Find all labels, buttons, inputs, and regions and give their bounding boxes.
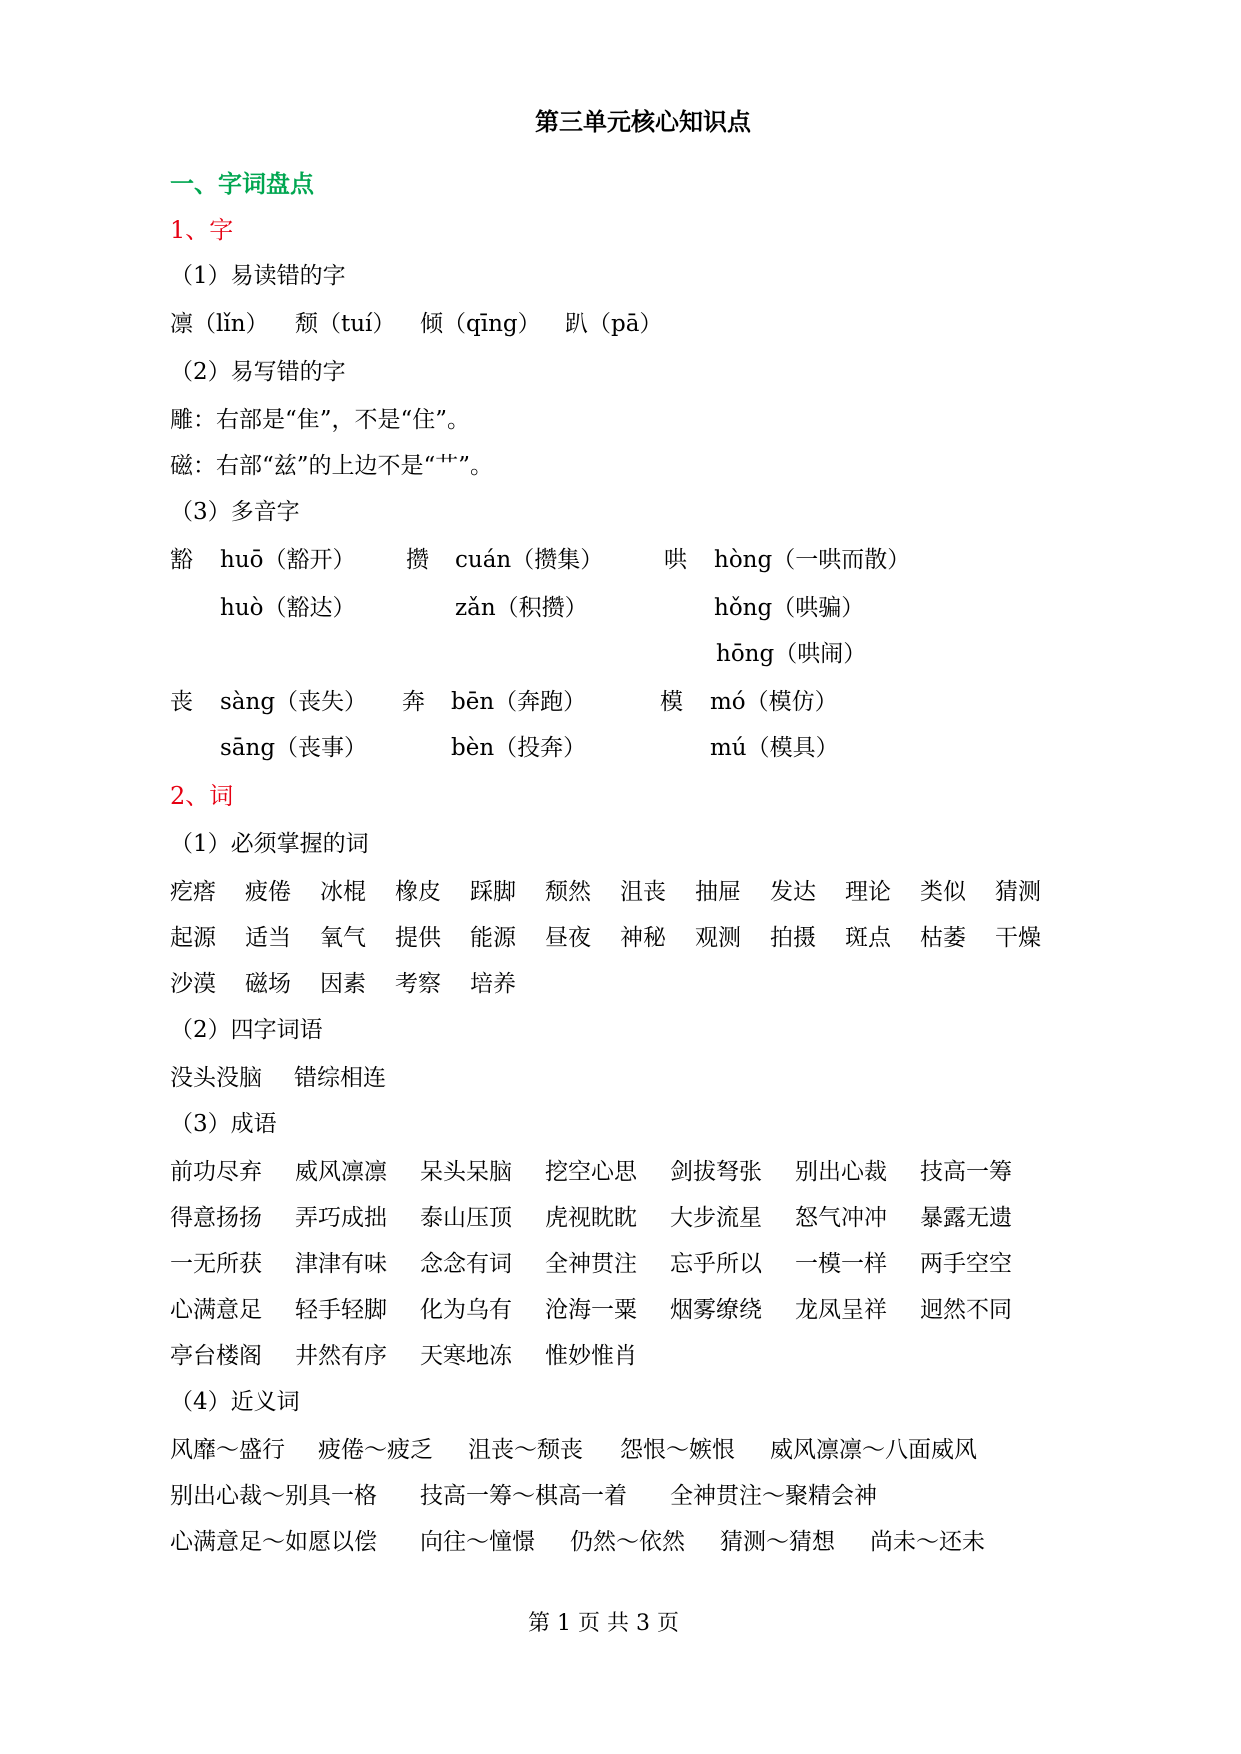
list-item: mú（模具） <box>710 735 839 761</box>
list-item: 豁 <box>170 547 193 573</box>
list-item: huō（豁开） <box>220 547 356 573</box>
list-item: 观测 <box>695 925 741 951</box>
list-item: 攒 <box>406 547 429 573</box>
list-item: 适当 <box>245 925 291 951</box>
list-item: 化为乌有 <box>420 1297 512 1323</box>
list-item: 剑拔弩张 <box>670 1159 762 1185</box>
list-item: 类似 <box>920 879 966 905</box>
list-item: 轻手轻脚 <box>295 1297 387 1323</box>
list-item: 暴露无遗 <box>920 1205 1012 1231</box>
list-item: 怒气冲冲 <box>795 1205 887 1231</box>
list-item: 风靡～盛行 <box>170 1437 285 1463</box>
list-item: 因素 <box>320 971 366 997</box>
list-item: 迥然不同 <box>920 1297 1012 1323</box>
list-item: 发达 <box>770 879 816 905</box>
yidu-label: （1）易读错的字 <box>170 263 346 289</box>
list-item: 惟妙惟肖 <box>545 1343 637 1369</box>
list-item: 猜测～猜想 <box>720 1529 835 1555</box>
list-item: 磁：右部“兹”的上边不是“艹”。 <box>170 453 494 479</box>
list-item: 亭台楼阁 <box>170 1343 262 1369</box>
list-item: 弄巧成拙 <box>295 1205 387 1231</box>
sizi-label: （2）四字词语 <box>170 1017 323 1043</box>
list-item: 猜测 <box>995 879 1041 905</box>
list-item: 得意扬扬 <box>170 1205 262 1231</box>
list-item: 呆头呆脑 <box>420 1159 512 1185</box>
list-item: 泰山压顶 <box>420 1205 512 1231</box>
list-item: 哄 <box>664 547 687 573</box>
list-item: 冰棍 <box>320 879 366 905</box>
list-item: 理论 <box>845 879 891 905</box>
list-item: 疲倦 <box>245 879 291 905</box>
list-item: 沮丧～颓丧 <box>468 1437 583 1463</box>
list-item: 没头没脑 <box>170 1065 262 1091</box>
list-item: 昼夜 <box>545 925 591 951</box>
list-item: 提供 <box>395 925 441 951</box>
list-item: 氧气 <box>320 925 366 951</box>
list-item: hōng（哄闹） <box>716 641 867 667</box>
page-title: 第三单元核心知识点 <box>535 107 751 136</box>
list-item: 斑点 <box>845 925 891 951</box>
list-item: 尚未～还未 <box>870 1529 985 1555</box>
list-item: 别出心裁 <box>795 1159 887 1185</box>
list-item: 干燥 <box>995 925 1041 951</box>
list-item: 全神贯注～聚精会神 <box>670 1483 877 1509</box>
list-item: 向往～憧憬 <box>420 1529 535 1555</box>
list-item: 别出心裁～别具一格 <box>170 1483 377 1509</box>
list-item: 挖空心思 <box>545 1159 637 1185</box>
list-item: 能源 <box>470 925 516 951</box>
bixu-label: （1）必须掌握的词 <box>170 831 369 857</box>
list-item: 一无所获 <box>170 1251 262 1277</box>
list-item: 心满意足～如愿以偿 <box>170 1529 377 1555</box>
list-item: 忘乎所以 <box>670 1251 762 1277</box>
list-item: 神秘 <box>620 925 666 951</box>
subheading-zi: 1、字 <box>170 216 234 244</box>
page-footer: 第 1 页 共 3 页 <box>528 1611 679 1636</box>
list-item: mó（模仿） <box>710 689 838 715</box>
duoyin-label: （3）多音字 <box>170 499 300 525</box>
list-item: zǎn（积攒） <box>455 595 588 621</box>
list-item: 前功尽弃 <box>170 1159 262 1185</box>
list-item: 技高一筹～棋高一着 <box>420 1483 627 1509</box>
list-item: 念念有词 <box>420 1251 512 1277</box>
list-item: 奔 <box>402 689 425 715</box>
list-item: 沧海一粟 <box>545 1297 637 1323</box>
list-item: 大步流星 <box>670 1205 762 1231</box>
subheading-ci: 2、词 <box>170 782 234 810</box>
list-item: 怨恨～嫉恨 <box>620 1437 735 1463</box>
list-item: 井然有序 <box>295 1343 387 1369</box>
list-item: 心满意足 <box>170 1297 262 1323</box>
list-item: 疙瘩 <box>170 879 216 905</box>
list-item: 威风凛凛 <box>295 1159 387 1185</box>
list-item: 考察 <box>395 971 441 997</box>
list-item: 威风凛凛～八面威风 <box>770 1437 977 1463</box>
list-item: 趴（pā） <box>565 311 663 337</box>
list-item: 两手空空 <box>920 1251 1012 1277</box>
section-heading: 一、字词盘点 <box>170 169 314 198</box>
list-item: 沮丧 <box>620 879 666 905</box>
yixie-label: （2）易写错的字 <box>170 359 346 385</box>
list-item: 错综相连 <box>294 1065 386 1091</box>
list-item: 拍摄 <box>770 925 816 951</box>
list-item: 龙凤呈祥 <box>795 1297 887 1323</box>
list-item: 天寒地冻 <box>420 1343 512 1369</box>
list-item: 橡皮 <box>395 879 441 905</box>
list-item: 模 <box>660 689 683 715</box>
list-item: hǒng（哄骗） <box>714 595 865 621</box>
jinyi-label: （4）近义词 <box>170 1389 300 1415</box>
list-item: 磁场 <box>245 971 291 997</box>
list-item: cuán（攒集） <box>455 547 604 573</box>
list-item: 技高一筹 <box>920 1159 1012 1185</box>
list-item: bèn（投奔） <box>451 735 587 761</box>
list-item: 颓（tuí） <box>295 311 396 337</box>
list-item: 起源 <box>170 925 216 951</box>
list-item: 沙漠 <box>170 971 216 997</box>
list-item: 倾（qīng） <box>420 311 541 337</box>
list-item: 颓然 <box>545 879 591 905</box>
list-item: 雕：右部是“隹”，不是“住”。 <box>170 407 471 433</box>
list-item: 仍然～依然 <box>570 1529 685 1555</box>
list-item: sāng（丧事） <box>220 735 368 761</box>
list-item: 枯萎 <box>920 925 966 951</box>
list-item: 虎视眈眈 <box>545 1205 637 1231</box>
list-item: 抽屉 <box>695 879 741 905</box>
list-item: sàng（丧失） <box>220 689 368 715</box>
chengyu-label: （3）成语 <box>170 1111 277 1137</box>
list-item: 踩脚 <box>470 879 516 905</box>
list-item: 丧 <box>170 689 193 715</box>
list-item: 培养 <box>470 971 516 997</box>
list-item: 烟雾缭绕 <box>670 1297 762 1323</box>
list-item: bēn（奔跑） <box>451 689 587 715</box>
list-item: 一模一样 <box>795 1251 887 1277</box>
list-item: huò（豁达） <box>220 595 356 621</box>
list-item: hòng（一哄而散） <box>714 547 911 573</box>
list-item: 津津有味 <box>295 1251 387 1277</box>
list-item: 凛（lǐn） <box>170 311 269 337</box>
list-item: 全神贯注 <box>545 1251 637 1277</box>
list-item: 疲倦～疲乏 <box>318 1437 433 1463</box>
